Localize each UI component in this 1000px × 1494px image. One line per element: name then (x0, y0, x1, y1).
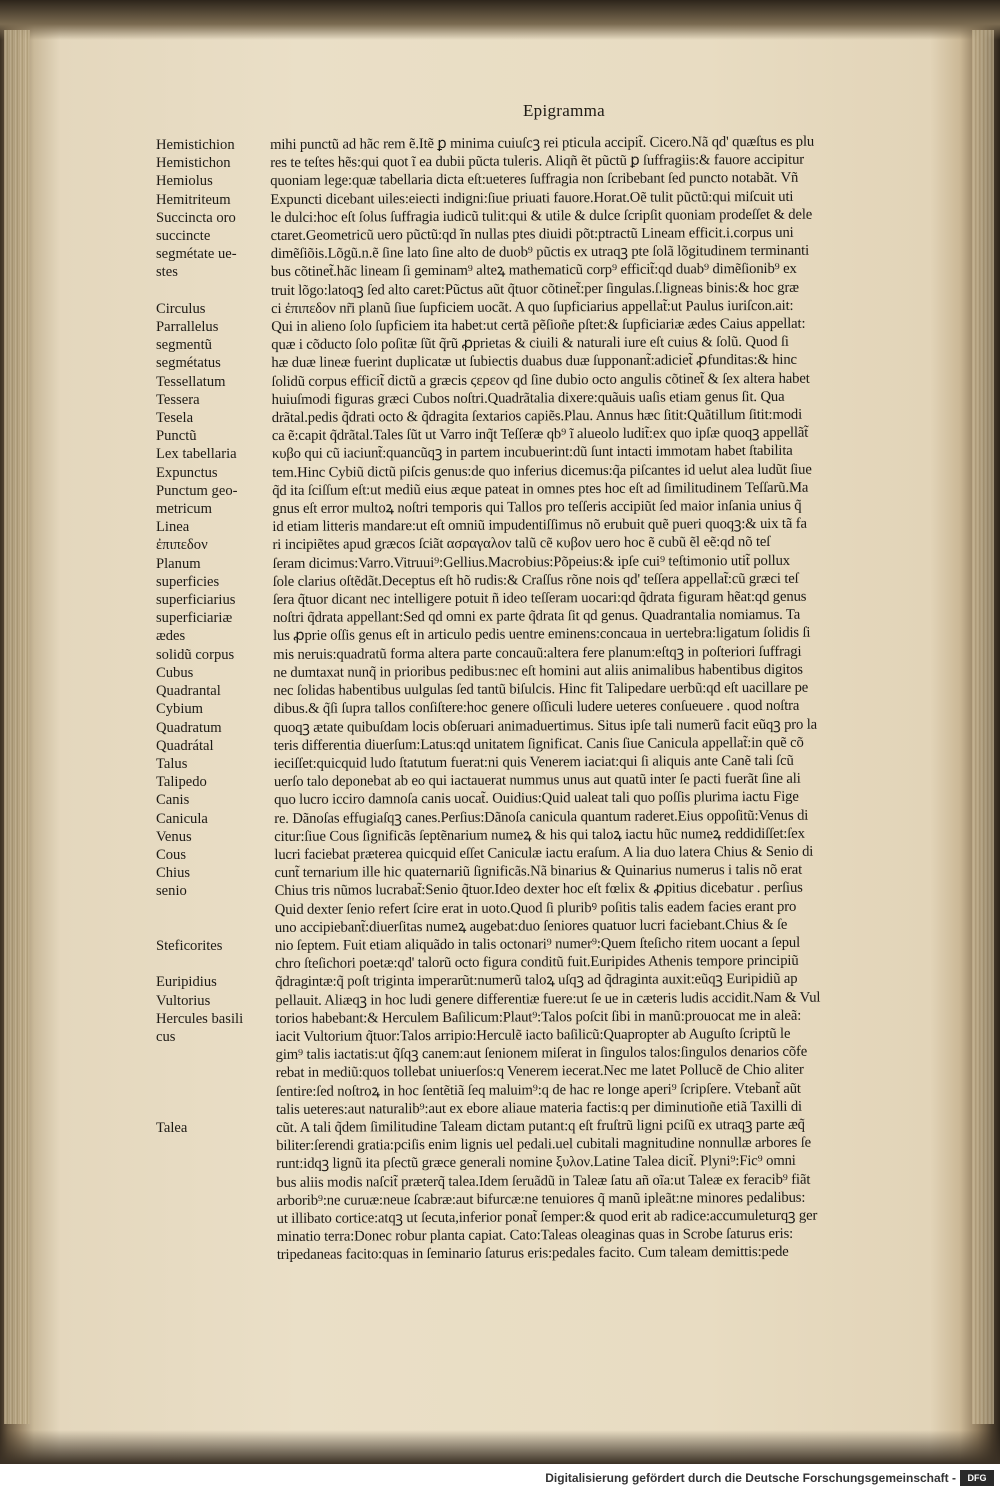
text-line: lucri faciebat præterea quicquid eſſet Caniculæ iactu eraſum. A lia duo latera Chius & Senio di (274, 843, 814, 863)
text-line: bus aliis modis naſcit̃ præterq̃ talea.Idem ſeruãdũ in Taleæ ſatu añ oĩa:ut Taleæ ex feracib⁹ fiãt (276, 1171, 811, 1191)
text-line: noſtri q̃drata appellant:Sed qd omni ex parte q̃drata ſit qd genus. Quadrantalia nomiamus. Ta (272, 607, 801, 627)
margin-note: Tessellatum (156, 373, 226, 390)
text-line: gnus eſt error multoꝝ noſtri temporis qui Tallos pro teſſeris accipiũt ſed maior inſania unius q̃ (272, 497, 802, 518)
text-line: talis ueteres:aut naturalib⁹:aut ex ebore aliaue materia factis:q per diminutioñe etiã Taxilli di (275, 1098, 802, 1118)
margin-note: Cybium (156, 701, 204, 718)
margin-note: Canis (156, 792, 190, 809)
text-line: ca ẽ:capit q̃drãtal.Tales ſũt ut Varro inq̃t Teſſeræ qb⁹ ĩ alueolo ludit̃:ex quo ipſæ quoqꝫ appellãt̃ (271, 424, 809, 445)
margin-note: Euripidius (156, 974, 217, 991)
margin-note: Cubus (156, 664, 194, 681)
text-line: nio ſeptem. Fuit etiam aliquãdo in talis octonari⁹ numer⁹:Quem ſteſicho ritem uocant a ſepul (274, 934, 801, 954)
margin-note: solidũ corpus (156, 646, 235, 663)
margin-note: Lex tabellaria (156, 446, 237, 463)
text-line: uerſo talo deponebat ab eo qui iactauerat nummus unus aut quatũ inter ſe pacti fuerãt ſine ali (273, 770, 801, 791)
margin-note (156, 1064, 266, 1082)
text-line: q̃d ita ſciſſum eſt:ut mediũ eius æque pateat in omnes ptes hoc eſt ad ſimilitudinem Teſſarũ.Ma (272, 479, 809, 499)
text-line: mis neruis:quadratũ forma altera parte concauũ:altera fere planum:eſtqꝫ in poſteriori ſuffragi (273, 643, 802, 663)
margin-note (156, 919, 266, 937)
text-line: iacit Vultorium q̃tuor:Talos arripio:Herculẽ iacto baſilicũ:Quapropter ab Auguſto ſcriptũ le (275, 1025, 791, 1045)
margin-note: segmétate ue- (156, 246, 237, 263)
margin-note (156, 901, 266, 919)
text-line: torios habebant:& Herculem Baſilicum:Plaut⁹:Talos poſcit ſibi in manũ:prouocat me in aleã: (275, 1007, 802, 1027)
margin-note: Punctum geo- (156, 482, 238, 499)
margin-note: ædes (156, 628, 186, 645)
margin-note: Chius (156, 865, 191, 882)
text-line: huiuſmodi figuras græci Cubos noſtri.Quadrãtalia dixere:quãuis uaſis etiam genus ſit. Qua (271, 388, 785, 408)
text-line: ſentire:ſed noſtroꝝ in hoc ſentẽtiã ſeq maluim⁹:q de hac re longe aperi⁹ ſcripſere. Vtebant̃ aũt (275, 1080, 801, 1100)
margin-note: Tesela (156, 410, 194, 427)
dfg-logo: DFG (960, 1470, 994, 1486)
text-line: citur:ſiue Cous ſignificãs ſeptẽnarium numeꝝ & his qui taloꝝ iactu hũc numeꝝ reddidiſſet:ſex (274, 825, 805, 845)
text-line: pellauit. Aliæqꝫ in hoc ludi genere differentiæ fuere:ut ſe ue in cæteris ludis accidit.Nam & Vul (275, 989, 821, 1009)
margin-note: Punctũ (156, 428, 197, 445)
margin-note: Quadrátal (156, 737, 214, 754)
margin-note: senio (156, 883, 187, 900)
margin-note: Cous (156, 846, 187, 863)
text-line: hæ duæ lineæ fuerint duplicatæ ut ſubiectis duabus duæ ſupponant̃:adiciet̃ ꝓfunditas:& hinc (271, 352, 797, 372)
margin-note: Quadratum (156, 719, 222, 736)
text-line: q̃dragintæ:q̃ poſt triginta imperarũt:numerũ taloꝝ uſqꝫ ad q̃draginta auxit:eũqꝫ Euripidiũ ap (275, 971, 798, 991)
margin-note: Hemitriteum (156, 191, 231, 208)
text-line: truit lõgo:latoqꝫ ſed alto caret:Pũctus aũt q̃tuor cõtinet̃:per ſingulas.ſ.ligneas binis:& hoc græ (270, 279, 799, 299)
margin-note: succincte (156, 228, 211, 245)
text-line: Chius tris nũmos lucrabat̃:Senio q̃tuor.Ideo dexter hoc eſt fœlix & ꝓpitius dicebatur . perſius (274, 880, 803, 900)
margin-note (156, 282, 266, 300)
text-line: ne dumtaxat nunq̃ in prioribus pedibus:nec eſt homini aut aliis animalibus habentibus digitos (273, 661, 803, 681)
text-line: ctaret.Geometricũ uero pũctũ:qd ĩn nullas ptes diuidi põt:ptractũ Lineam efficit.i.corpus uni (270, 224, 794, 245)
text-line: arborib⁹:ne curuæ:neue ſcabræ:aut bifurcæ:ne tenuiores q̃ manũ ipleãt:ne minores pedalibus: (276, 1189, 806, 1209)
margin-note: Planum (156, 555, 201, 572)
margin-note: ἐπιπεδον (156, 537, 208, 554)
running-title: Epigramma (523, 101, 606, 120)
text-line: biliter:ſerendi gratia:pciſis enim lignis uel pedali.uel cubitali magnitudine nonnullæ arbores ſe (276, 1134, 812, 1155)
text-line: quo lucro icciro damnoſa canis uocat̃. Ouidius:Quid ualeat tali quo poſſis plurima iactu Fige (274, 789, 799, 809)
margin-note: Linea (156, 519, 190, 536)
text-line: ſolidũ corpus efficit̃ dictũ a græcis ϛερεον qd ſine dubio octo angulis cõtinet̃ & ſex altera habet (271, 370, 810, 390)
text-line: uno accipiebant̃:diuerſitas numeꝝ augebat:duo ſeniores quatuor lucri faciebant.Chius & ſe (274, 916, 788, 936)
text-line: teris differentia diuerſum:Latus:qd unitatem ſignificat. Canis ſiue Canicula appellat̃:in quẽ cõ (273, 734, 804, 754)
margin-note (156, 955, 266, 973)
text-line: dibus.& q̃ſi ſupra tallos conſiſtere:hoc genere oſſiculi ludere ueteres conſueuere . quod noſtra (273, 698, 800, 718)
margin-note: Vultorius (156, 992, 211, 1009)
margin-note (156, 1083, 266, 1101)
text-line: ſera q̃tuor dicant nec intelligere potuit ñ ideo teſſeram uocari:qd q̃drata figuram hẽat:qd genus (272, 588, 807, 609)
text-line: tripedaneas facito:quas in ſeminario ſaturus eris:pedales facito. Cum taleam demittis:pede (276, 1244, 789, 1264)
text-line: tem.Hinc Cybiũ dictũ piſcis genus:de quo inferius dicemus:q̃a piſcantes id uelut alea ludũt ſiue (272, 461, 812, 481)
text-line: mihi punctũ ad hãc rem ẽ.Itẽ ꝑ minima cuiuſcꝫ rei pticula accipit̃. Cicero.Nã qd' quæſtus es plu (270, 133, 815, 153)
margin-note: Hercules basili (156, 1010, 244, 1027)
text-line: Expuncti dicebant uiles:eiecti indigni:ſiue priuati fauore.Horat.Oẽ tulit pũctũ:qui miſcuit uti (270, 188, 794, 208)
text-line: ieciſſet:quicquid ludo ſtatutum fuerat:ni quis Venerem iaciat:qui ſi aliquis ante Canẽ tali ſcũ (273, 752, 794, 772)
footer-credit: Digitalisierung gefördert durch die Deutsche Forschungsgemeinschaft - (545, 1471, 956, 1485)
margin-note: Succincta oro (156, 209, 236, 226)
footer-bar (0, 1464, 1000, 1494)
margin-note: Hemiolus (156, 173, 213, 190)
margin-note: superficiariæ (156, 610, 233, 627)
text-line: ut illibato cortice:atqꝫ ut ſecuta,inferior ponat̃ ſemper:& quod erit ab radice:accumuleturqꝫ ger (276, 1207, 818, 1227)
text-line: cũt. A tali q̃dem ſimilitudine Taleam dictam putant:q eſt fruſtrũ ligni pciſũ ex utraqꝫ parte æq̃ (276, 1116, 805, 1136)
margin-note: Circulus (156, 300, 206, 317)
text-line: rebat in mediũ:quos tollebat uniuerſos:q Venerem iecerat.Nec me latet Pollucẽ de Chio aliter (275, 1062, 804, 1082)
text-line: minatio terra:Donec robur planta capiat. Cato:Taleas oleaginas quas in Scrobe ſaturus eris: (276, 1226, 794, 1246)
text-line: runt:idqꝫ lignũ ita pſectũ græce generali nomine ξυλον.Latine Talea dicit̃. Plyni⁹:Fic⁹ omni (276, 1153, 796, 1173)
margin-note: Talus (156, 755, 188, 772)
margin-note: Talea (156, 1119, 188, 1136)
text-line: lus ꝓprie oſſis genus eſt in articulo pedis uentre eminens:concaua in uertebra:ligatum ſolidis ſi (273, 625, 811, 645)
text-line: nec ſolidas habentibus uulgulas ſed tantũ biſulcis. Hinc fit Talipedare uerbũ:qd eſt uacillare pe (273, 679, 809, 700)
text-line: re. Dãnoſas effugiaſqꝫ canes.Perſius:Dãnoſa canicula quantum raderet.Eius oppoſitũ:Venus di (274, 807, 809, 827)
text-line: quæ i cõducto ſolo poſitæ ſũt q̃rũ ꝓprietas & ciuili & naturali iure eſt cuius & ſolũ. Quod ſi (271, 334, 789, 354)
margin-note: superficiarius (156, 592, 236, 609)
book-edge-left (4, 30, 30, 1424)
margin-note (156, 1101, 266, 1119)
text-line: chro ſteſichori poetæ:qd' talorũ octo figura conditũ fuit.Euripides Athenis tempore principiũ (275, 952, 799, 973)
text-line: le dulci:hoc eſt ſolus ſuffragia iudicũ tulit:qui & utile & dulce ſcripſit quoniam prodeſſet & dele (270, 206, 813, 226)
margin-note: Parrallelus (156, 319, 219, 336)
text-line: dimẽſiõis.Lõgũ.n.ẽ ſine lato ſine alto de duob⁹ pũctis ex utraqꝫ pte ſolã lõgitudinem terminanti (270, 242, 810, 263)
margin-note: metricum (156, 501, 212, 518)
text-line: κυβο qui cũ iaciunt̃:quancũqꝫ in partem incubuerint:dũ ſunt intacti immotam habet ſtabilita (271, 443, 793, 463)
margin-note: superficies (156, 573, 220, 590)
margin-note: Quadrantal (156, 683, 221, 700)
text-line: Quid dexter ſenio refert ſcire erat in uoto.Quod ſi pluribꝰ poſitis talis eadem facies erant pro (274, 898, 797, 918)
margin-note: stes (156, 264, 178, 281)
margin-note (156, 1046, 266, 1064)
text-line: gim⁹ talis iactatis:ut q̃ſqꝫ canem:aut ſenionem miſerat in ſingulos talos:ſingulos denarios cõfe (275, 1043, 808, 1064)
text-line: ſeram dicimus:Varro.Vitruui⁹:Gellius.Macrobius:Põpeius:& ipſe cui⁹ teſtimonio utit̃ pollux (272, 552, 791, 572)
margin-note: segmentũ (156, 337, 212, 354)
margin-note: Tessera (156, 391, 200, 408)
text-line: ſole clarius oſtẽdãt.Deceptus eſt hõ rudis:& Craſſus rõne nois qd' teſſera appellat̃:cũ græci teſ (272, 570, 799, 590)
book-edge-right (972, 30, 994, 1424)
text-line: ci ἐπιπεδον nr̃i planũ ſiue ſupficiem uocãt. A quo ſupficiarius appellat̃:ut Paulus iuriſcon.ait: (271, 297, 794, 317)
margin-note: Hemistichon (156, 155, 231, 172)
margin-note: Expunctus (156, 464, 218, 481)
margin-notes (156, 136, 266, 1137)
body-text (270, 132, 937, 1265)
text-line: ri incipiẽtes apud græcos ſciãt ασραγαλον talũ cẽ κυβον uero hoc ẽ cubũ ẽl eẽ:qd nõ teſ (272, 534, 771, 554)
text-line: id etiam litteris mandare:ut eſt omniũ impudentiſſimus nõ erubuit quẽ pueri quoqꝫ:& uix tã fa (272, 515, 807, 536)
text-line: res te teſtes hẽs:qui quot ĩ ea dubii pũcta tuleris. Aliqñ ẽt pũctũ ꝑ ſuffragiis:& fauore accipitur (270, 151, 805, 172)
text-line: quoqꝫ ætate quibuſdam locis obſeruari animaduertimus. Situs ipſe tali numerũ facit eũqꝫ pro la (273, 716, 818, 736)
margin-note: Hemistichion (156, 137, 235, 153)
margin-note: Steficorites (156, 937, 223, 954)
margin-note: Venus (156, 828, 192, 845)
margin-note: Canicula (156, 810, 208, 827)
text-line: bus cõtinet̃.hãc lineam ſi geminam⁹ alteꝝ mathematicũ corp⁹ efficit̃:qd duab⁹ dimẽſionib⁹ ex (270, 261, 797, 281)
margin-note: cus (156, 1028, 176, 1045)
margin-note: Talipedo (156, 774, 207, 791)
text-line: cunt̃ ternarium ille hic quaternariũ ſignificãs.Nã binarius & Quinarius numerus i talis nõ erat (274, 861, 803, 882)
text-line: drãtal.pedis q̃drati octo & q̃dragita ſextarios capiẽs.Plau. Annus hæc ſitit:Quãtillum ſitit:modi (271, 406, 803, 427)
text-line: quoniam lege:quæ tabellaria dicta eſt:ueteres ſuffragia non ſcribebant ſed puncto notabãt. Vñ (270, 170, 799, 190)
text-line: Qui in alieno ſolo ſupficiem ita habet:ut certã pẽſioñe pſtet:& ſupficiariæ ædes Caius appellat: (271, 315, 806, 336)
margin-note: segmétatus (156, 355, 221, 372)
